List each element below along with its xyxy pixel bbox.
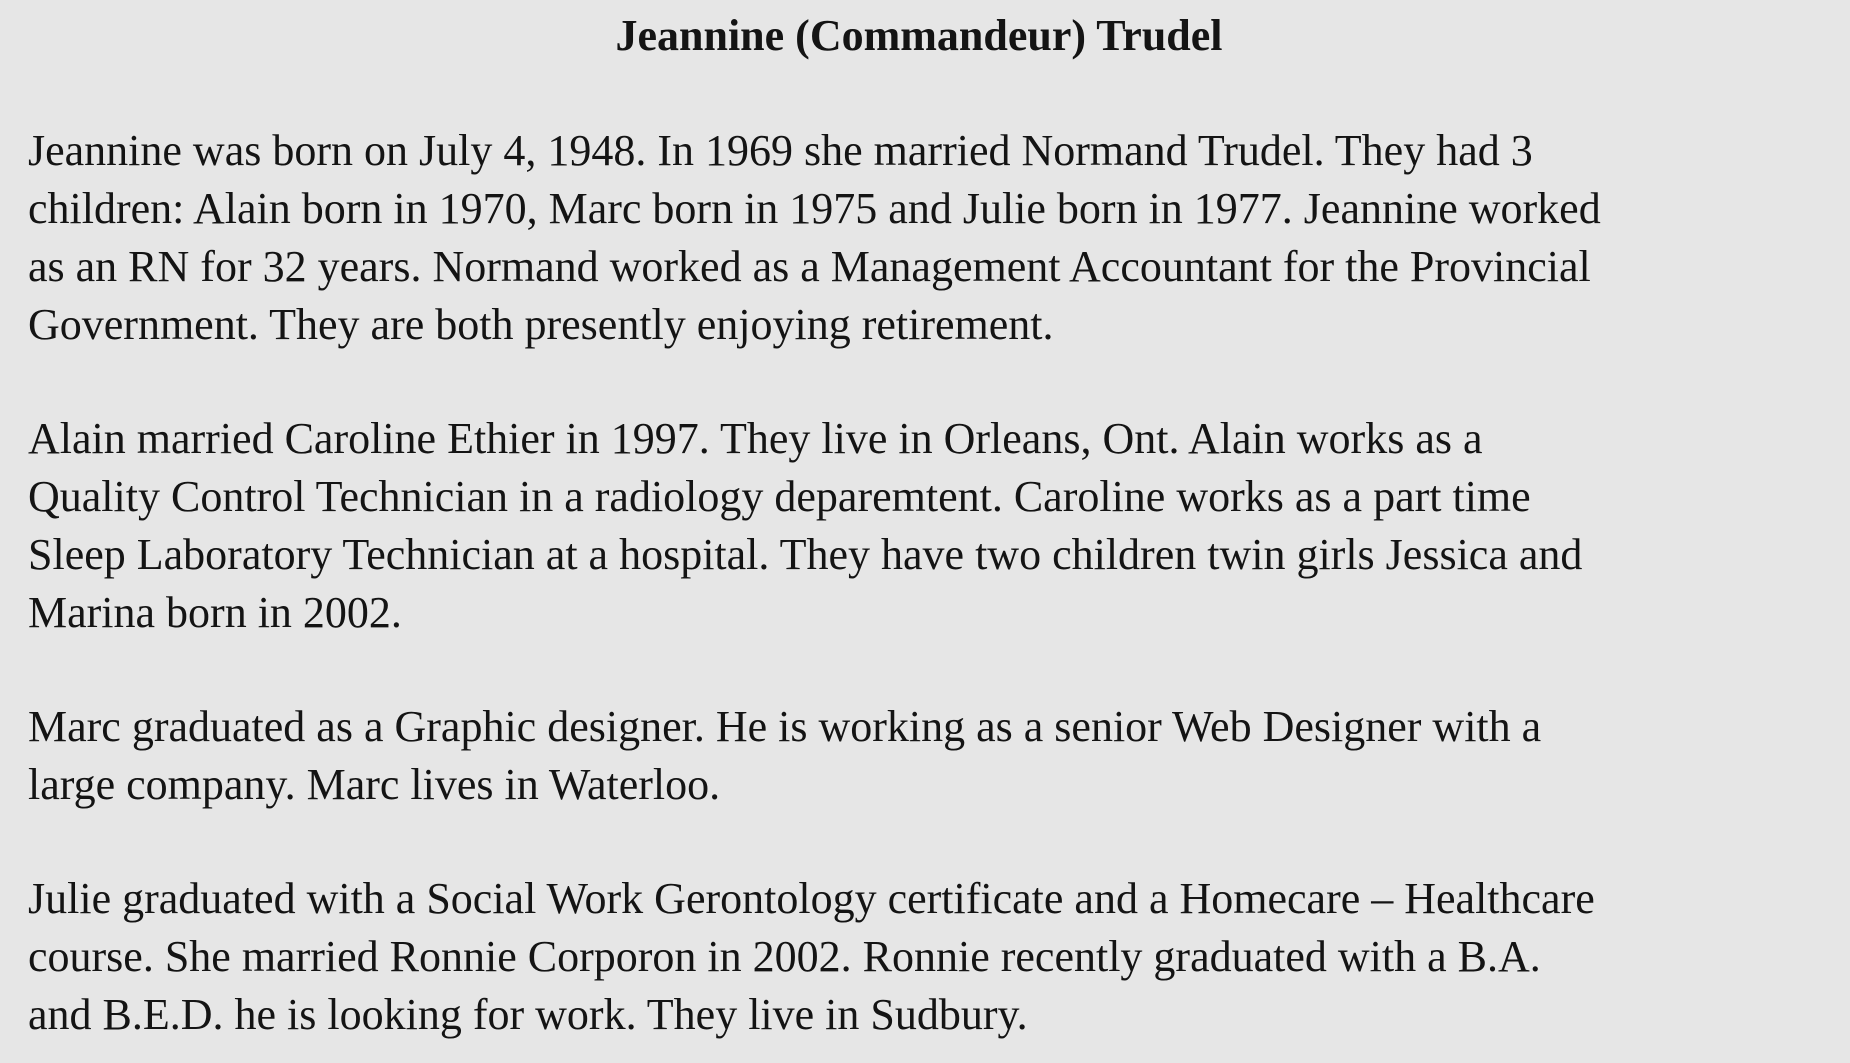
paragraph-line: Alain married Caroline Ethier in 1997. They live in Orleans, Ont. Alain works as a (28, 414, 1483, 463)
paragraph-line: course. She married Ronnie Corporon in 2002. Ronnie recently graduated with a B.A. (28, 932, 1541, 981)
paragraph-line: Jeannine was born on July 4, 1948. In 1969 she married Normand Trudel. They had 3 (28, 126, 1533, 175)
paragraph-marc (28, 698, 1830, 814)
paragraph-line: children: Alain born in 1970, Marc born in 1975 and Julie born in 1977. Jeannine worked (28, 184, 1601, 233)
paragraph-line: Julie graduated with a Social Work Gerontology certificate and a Homecare – Healthcare (28, 874, 1595, 923)
paragraph-line: Sleep Laboratory Technician at a hospital. They have two children twin girls Jessica and (28, 530, 1583, 579)
document-title: Jeannine (Commandeur) Trudel (615, 11, 1223, 60)
paragraph-line: as an RN for 32 years. Normand worked as a Management Accountant for the Provincial (28, 242, 1591, 291)
paragraph-line: large company. Marc lives in Waterloo. (28, 760, 721, 809)
paragraph-jeannine (28, 122, 1830, 354)
paragraph-julie (28, 870, 1830, 1044)
paragraph-line: Quality Control Technician in a radiology deparemtent. Caroline works as a part time (28, 472, 1531, 521)
paragraph-line: and B.E.D. he is looking for work. They live in Sudbury. (28, 990, 1028, 1039)
paragraph-line: Marc graduated as a Graphic designer. He is working as a senior Web Designer with a (28, 702, 1542, 751)
paragraph-line: Government. They are both presently enjoying retirement. (28, 300, 1054, 349)
paragraph-line: Marina born in 2002. (28, 588, 402, 637)
paragraph-alain (28, 410, 1830, 642)
